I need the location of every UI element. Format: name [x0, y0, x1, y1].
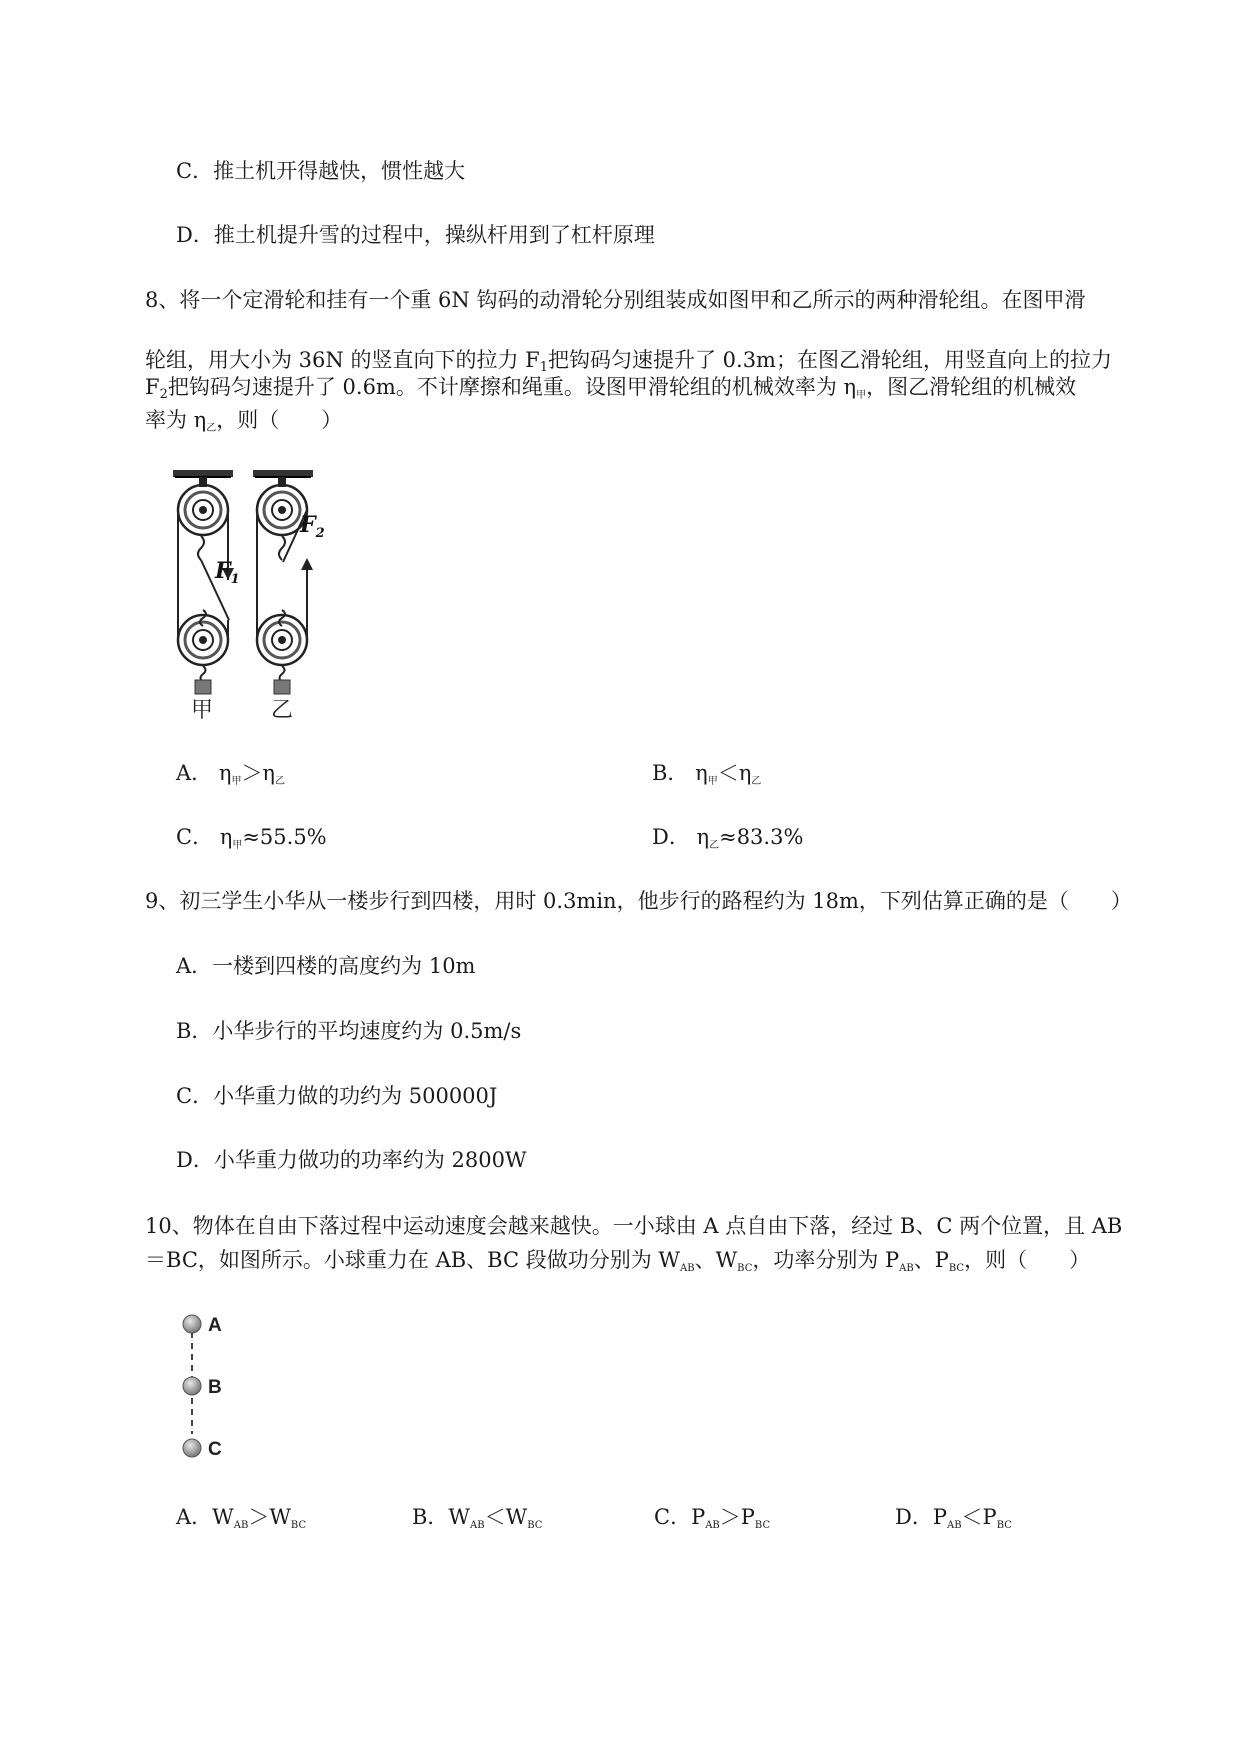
- q8-option-c: C． $\eta_甲\approx 55.5\%$: [176, 825, 327, 851]
- q10-option-c: C．$P_{AB}>P_{BC}$: [654, 1505, 771, 1531]
- q10-stem-line2: ＝BC，如图所示。小球重力在 AB、BC 段做功分别为 $W_{AB}$、$W_{BC}$，功率分别为 $P_{AB}$、$P_{BC}$，则（ ）: [145, 1248, 1091, 1274]
- q8-stem-line4: 率为 $\eta_乙$，则（ ）: [145, 408, 343, 434]
- q9-stem: 9、初三学生小华从一楼步行到四楼，用时 0.3min，他步行的路程约为 18m，下列估算正确的是（ ）: [145, 889, 1132, 913]
- label-yi: 乙: [271, 698, 294, 720]
- falling-ball-figure: [176, 1310, 246, 1460]
- q8-stem-line2: 轮组，用大小为 36N 的竖直向下的拉力 F1把钩码匀速提升了 0.3m；在图乙滑轮组，用竖直向上的拉力: [145, 348, 1112, 375]
- label-b: B: [208, 1377, 222, 1398]
- q7-option-c: C．推土机开得越快，惯性越大: [176, 159, 466, 183]
- q8-stem-line1: 8、将一个定滑轮和挂有一个重 6N 钩码的动滑轮分别组装成如图甲和乙所示的两种滑轮组。在图甲滑: [145, 288, 1086, 312]
- q9-option-d: D．小华重力做功的功率约为 2800W: [176, 1148, 527, 1172]
- ball-b: [183, 1377, 201, 1395]
- q8-option-d: D． $\eta_乙\approx 83.3\%$: [652, 825, 804, 851]
- label-jia: 甲: [191, 698, 214, 720]
- ball-c: [183, 1439, 201, 1457]
- q10-option-d: D．$P_{AB}<P_{BC}$: [895, 1505, 1012, 1531]
- q8-option-a: A． $\eta_甲>\eta_乙$: [176, 761, 286, 787]
- q9-option-a: A．一楼到四楼的高度约为 10m: [176, 954, 476, 978]
- q9-option-c: C．小华重力做的功约为 500000J: [176, 1084, 498, 1108]
- q10-option-a: A．$W_{AB}>W_{BC}$: [176, 1505, 307, 1531]
- q9-option-b: B．小华步行的平均速度约为 0.5m/s: [176, 1019, 522, 1043]
- q10-option-b: B．$W_{AB}<W_{BC}$: [412, 1505, 543, 1531]
- q8-stem-line3: F2把钩码匀速提升了 0.6m。不计摩擦和绳重。设图甲滑轮组的机械效率为 $\eta_甲$，图乙滑轮组的机械效: [145, 375, 1077, 402]
- q7-option-d: D．推土机提升雪的过程中，操纵杆用到了杠杆原理: [176, 223, 655, 247]
- pulley-figure: [165, 470, 340, 720]
- ball-a: [183, 1315, 201, 1333]
- q10-stem-line1: 10、物体在自由下落过程中运动速度会越来越快。一小球由 A 点自由下落，经过 B、C 两个位置，且 AB: [145, 1214, 1123, 1238]
- force1-label: $F_1$: [215, 558, 240, 587]
- q8-option-b: B． $\eta_甲<\eta_乙$: [652, 761, 762, 787]
- force2-label: $F_2$: [300, 512, 325, 541]
- label-a: A: [208, 1315, 222, 1336]
- pulley-system-yi: [253, 470, 313, 694]
- label-c: C: [208, 1439, 222, 1460]
